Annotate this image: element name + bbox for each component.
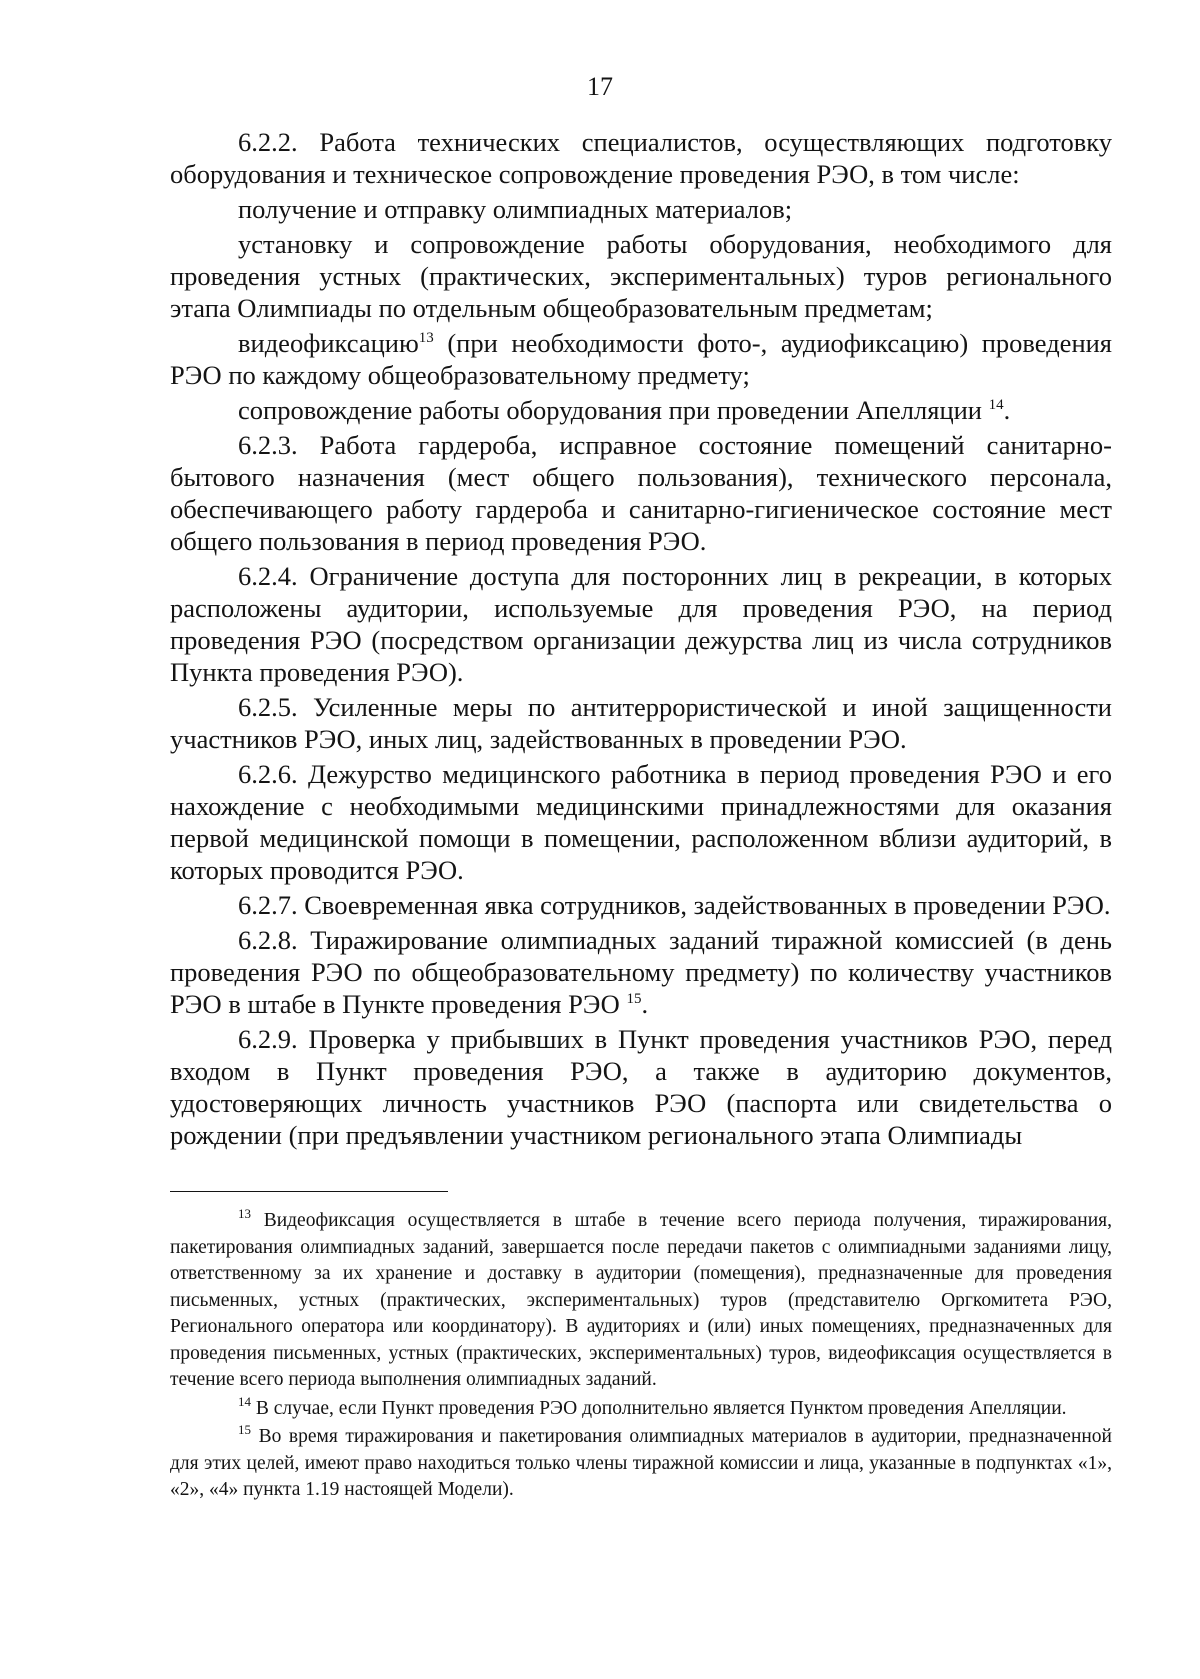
footnote-mark-14: 14 [238,1393,251,1409]
list-item-appeal-equipment [170,394,1112,426]
footnote-13-text: Видеофиксация осуществляется в штабе в течение всего периода получения, тиражирования, пакетирования олимпиадных заданий, завершается после передачи пакетов с олимпиадными заданиями лицу, ответственному за их хранение и доставку в аудитории (помещения), предназначенные для проведения письменных, устных (практических, экспериментальных) туров (представителю Оргкомитета РЭО, Регионального оператора или координатору). В аудиториях и (или) иных помещениях, предназначенных для проведения письменных, устных (практических, экспериментальных) туров, видеофиксация осуществляется в течение всего периода выполнения олимпиадных заданий. [170,1210,1112,1390]
document-body [170,126,1112,1154]
footnote-mark-13: 13 [238,1206,251,1221]
paragraph-6-2-4: 6.2.4. Ограничение доступа для посторонних лиц в рекреации, в которых расположены аудитории, используемые для проведения РЭО, на период проведения РЭО (посредством организации дежурства лиц из числа сотрудников Пункта проведения РЭО). [170,561,1112,687]
paragraph-6-2-6: 6.2.6. Дежурство медицинского работника в период проведения РЭО и его нахождение с необходимыми медицинскими принадлежностями для оказания первой медицинской помощи в помещении, расположенном вблизи аудиторий, в которых проводится РЭО. [170,759,1112,885]
footnote-15 [170,1424,1112,1504]
list-item-equipment-setup: установку и сопровождение работы оборудования, необходимого для проведения устных (практических, экспериментальных) туров регионального этапа Олимпиады по отдельным общеобразовательным предметам; [170,229,1112,323]
list-item-video-recording [170,327,1112,391]
paragraph-6-2-9: 6.2.9. Проверка у прибывших в Пункт проведения участников РЭО, перед входом в Пункт проведения РЭО, а также в аудиторию документов, удостоверяющих личность участников РЭО (паспорта или свидетельства о рождении (при предъявлении участником регионального этапа Олимпиады [170,1024,1112,1150]
appeal-equipment-text-end: . [1003,395,1011,425]
footnote-14 [170,1393,1112,1423]
paragraph-6-2-7: 6.2.7. Своевременная явка сотрудников, задействованных в проведении РЭО. [238,890,1111,920]
footnote-ref-14: 14 [988,397,1004,413]
footnote-13 [170,1208,1112,1394]
footnote-ref-15: 15 [626,991,642,1007]
paragraph-6-2-2: 6.2.2. Работа технических специалистов, осуществляющих подготовку оборудования и техническое сопровождение проведения РЭО, в том числе: [170,127,1112,189]
appeal-equipment-text: сопровождение работы оборудования при проведении Апелляции [238,395,989,425]
footnote-15-text: Во время тиражирования и пакетирования олимпиадных материалов в аудитории, предназначенной для этих целей, имеют право находиться только члены тиражной комиссии и лица, указанные в подпунктах «1», «2», «4» пункта 1.19 настоящей Модели). [170,1426,1112,1500]
footnotes [170,1208,1112,1506]
footnote-separator [170,1191,448,1192]
paragraph-6-2-5: 6.2.5. Усиленные меры по антитеррористической и иной защищенности участников РЭО, иных лиц, задействованных в проведении РЭО. [170,692,1112,754]
paragraph-6-2-8-text-end: . [641,989,649,1019]
paragraph-6-2-8 [170,924,1112,1020]
footnote-14-text: В случае, если Пункт проведения РЭО дополнительно является Пунктом проведения Апелляции. [251,1397,1067,1419]
list-item-materials: получение и отправку олимпиадных материалов; [238,194,793,224]
paragraph-6-2-8-text: 6.2.8. Тиражирование олимпиадных заданий тиражной комиссией (в день проведения РЭО по общеобразовательному предмету) по количеству участников РЭО в штабе в Пункте проведения РЭО [170,925,1112,1019]
footnote-mark-15: 15 [238,1422,251,1437]
paragraph-6-2-3: 6.2.3. Работа гардероба, исправное состояние помещений санитарно-бытового назначения (мест общего пользования), технического персонала, обеспечивающего работу гардероба и санитарно-гигиеническое состояние мест общего пользования в период проведения РЭО. [170,430,1112,556]
video-recording-text-end: (при необходимости фото-, аудиофиксацию) проведения РЭО по каждому общеобразовательному предмету; [170,328,1112,390]
page-number: 17 [587,72,613,101]
video-recording-text: видеофиксацию [238,328,419,358]
footnote-ref-13: 13 [418,330,434,346]
